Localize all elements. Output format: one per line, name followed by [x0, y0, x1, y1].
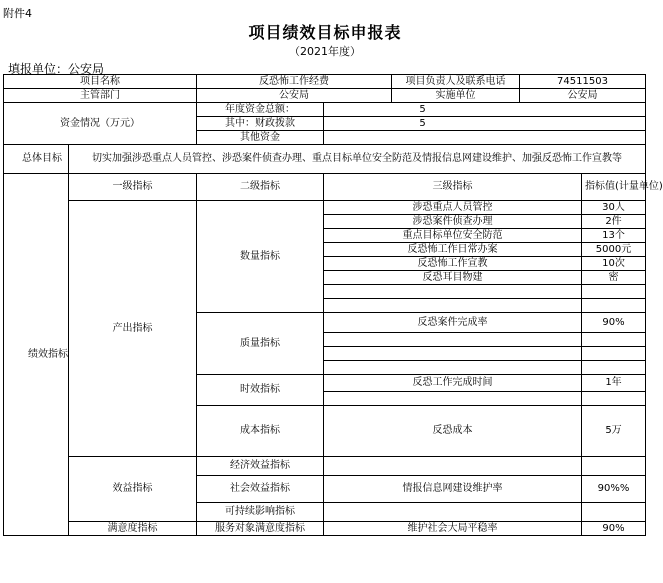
social-label: 社会效益指标: [197, 476, 324, 503]
funds-other-value: [324, 131, 646, 145]
social-item-value: 90%%: [582, 476, 646, 503]
empty-cell: [324, 361, 582, 375]
timeliness-label: 时效指标: [197, 375, 324, 406]
empty-cell: [582, 285, 646, 299]
impl-value: 公安局: [520, 89, 646, 103]
project-name-label: 项目名称: [4, 75, 197, 89]
contact-value: 74511503: [520, 75, 646, 89]
satisfaction-level2: 服务对象满意度指标: [197, 522, 324, 536]
quality-item-value: 90%: [582, 313, 646, 333]
output-label: 产出指标: [69, 201, 197, 457]
quantity-item-value: 密: [582, 271, 646, 285]
dept-value: 公安局: [197, 89, 392, 103]
funds-label: 资金情况（万元）: [4, 103, 197, 145]
quantity-item-name: 涉恐重点人员管控: [324, 201, 582, 215]
col-level1: 一级指标: [69, 174, 197, 201]
empty-cell: [324, 457, 582, 476]
empty-cell: [582, 361, 646, 375]
empty-cell: [324, 503, 582, 522]
quantity-item-name: 反恐怖工作宣教: [324, 257, 582, 271]
empty-cell: [582, 347, 646, 361]
quantity-item-value: 5000元: [582, 243, 646, 257]
filler-unit: 填报单位：公安局: [8, 62, 105, 76]
empty-cell: [324, 333, 582, 347]
project-name-value: 反恐怖工作经费: [197, 75, 392, 89]
empty-cell: [324, 285, 582, 299]
impl-label: 实施单位: [392, 89, 520, 103]
empty-cell: [582, 392, 646, 406]
satisfaction-label: 满意度指标: [69, 522, 197, 536]
funds-fiscal-value: 5: [324, 117, 646, 131]
funds-fiscal-label: 其中：财政拨款: [197, 117, 324, 131]
timeliness-item-name: 反恐工作完成时间: [324, 375, 582, 392]
goal-label: 总体目标: [4, 145, 69, 174]
empty-cell: [582, 457, 646, 476]
empty-cell: [582, 333, 646, 347]
funds-other-label: 其他资金: [197, 131, 324, 145]
benefit-label: 效益指标: [69, 457, 197, 522]
empty-cell: [582, 503, 646, 522]
attachment-label: 附件4: [3, 7, 32, 20]
quantity-item-name: 反恐怖工作日常办案: [324, 243, 582, 257]
quantity-item-value: 30人: [582, 201, 646, 215]
col-level2: 二级指标: [197, 174, 324, 201]
dept-label: 主管部门: [4, 89, 197, 103]
satisfaction-item-value: 90%: [582, 522, 646, 536]
empty-cell: [324, 347, 582, 361]
quantity-item-name: 涉恐案件侦查办理: [324, 215, 582, 229]
contact-label: 项目负责人及联系电话: [392, 75, 520, 89]
goal-text: 切实加强涉恐重点人员管控、涉恐案件侦查办理、重点目标单位安全防范及情报信息网建设维护、加强反恐怖工作宣教等: [69, 145, 646, 174]
empty-cell: [324, 392, 582, 406]
performance-table: [3, 74, 663, 536]
empty-cell: [582, 299, 646, 313]
col-value: 指标值(计量单位): [582, 174, 646, 201]
quantity-item-value: 13个: [582, 229, 646, 243]
funds-total-value: 5: [324, 103, 646, 117]
sustain-label: 可持续影响指标: [197, 503, 324, 522]
quantity-item-value: 10次: [582, 257, 646, 271]
social-item-name: 情报信息网建设维护率: [324, 476, 582, 503]
cost-item-value: 5万: [582, 406, 646, 457]
quantity-item-name: 反恐耳目物建: [324, 271, 582, 285]
empty-cell: [324, 299, 582, 313]
quantity-item-value: 2件: [582, 215, 646, 229]
economic-label: 经济效益指标: [197, 457, 324, 476]
year-label: （2021年度）: [289, 45, 361, 58]
satisfaction-item-name: 维护社会大局平稳率: [324, 522, 582, 536]
quantity-label: 数量指标: [197, 201, 324, 313]
quantity-item-name: 重点目标单位安全防范: [324, 229, 582, 243]
page-title: 项目绩效目标申报表: [248, 23, 402, 42]
col-level3: 三级指标: [324, 174, 582, 201]
perf-label: 绩效指标: [4, 174, 69, 536]
cost-item-name: 反恐成本: [324, 406, 582, 457]
timeliness-item-value: 1年: [582, 375, 646, 392]
quality-label: 质量指标: [197, 313, 324, 375]
funds-total-label: 年度资金总额：: [197, 103, 324, 117]
cost-label: 成本指标: [197, 406, 324, 457]
quality-item-name: 反恐案件完成率: [324, 313, 582, 333]
